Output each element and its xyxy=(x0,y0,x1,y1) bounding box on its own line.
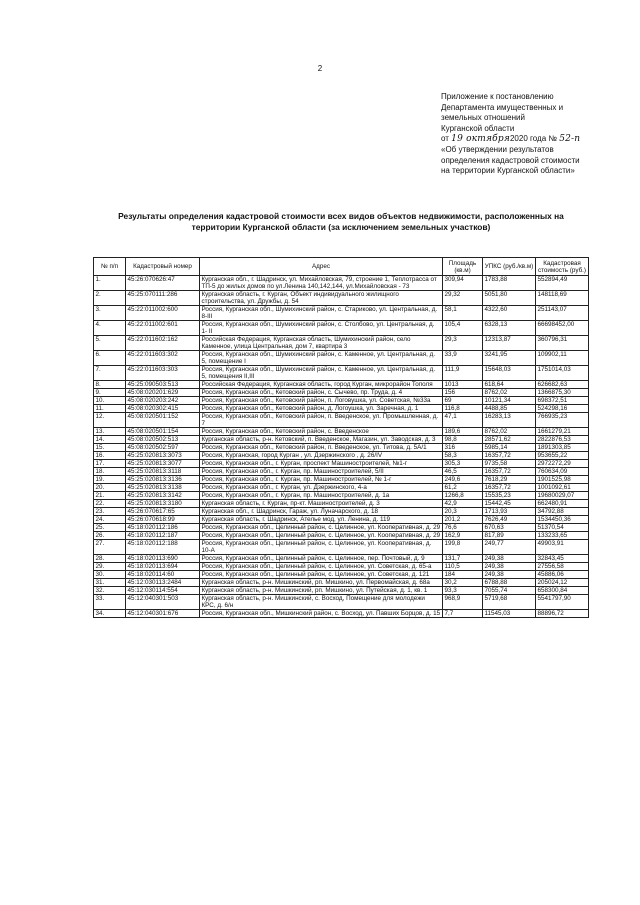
cell-cadastral-value: 133233,65 xyxy=(536,532,589,540)
cell-area: 1266,8 xyxy=(443,492,483,500)
cell-upks: 6788,88 xyxy=(483,579,536,587)
cell-area: 33,9 xyxy=(443,351,483,366)
cell-upks: 16357,72 xyxy=(483,484,536,492)
cell-cadastral-number: 45:22:011002:600 xyxy=(126,306,200,321)
cell-upks: 7618,29 xyxy=(483,476,536,484)
cell-cadastral-value: 662480,91 xyxy=(536,500,589,508)
cell-upks: 1713,93 xyxy=(483,508,536,516)
cell-cadastral-value: 49903,91 xyxy=(536,540,589,555)
cell-row-number: 4. xyxy=(94,321,126,336)
cell-row-number: 3. xyxy=(94,306,126,321)
cell-area: 968,9 xyxy=(443,595,483,610)
table-row xyxy=(94,306,589,321)
cell-cadastral-value: 1661279,21 xyxy=(536,428,589,436)
cell-cadastral-number: 45:08:020502:513 xyxy=(126,436,200,444)
cell-address: Россия, Курганская обл., Кетовский район, д. Логоушка, ул. Заречная, д. 1 xyxy=(200,405,443,413)
cell-upks: 670,63 xyxy=(483,524,536,532)
cell-upks: 10121,34 xyxy=(483,397,536,405)
table-row xyxy=(94,484,589,492)
cell-address: Россия, Курганская обл., Шумихинский район, с. Стариково, ул. Центральная, д. 8-III xyxy=(200,306,443,321)
cell-upks: 11545,03 xyxy=(483,610,536,618)
cell-address: Россия, Курганская обл., г. Курган, пр. Машиностроителей, № 1-г xyxy=(200,476,443,484)
cell-upks: 15535,23 xyxy=(483,492,536,500)
cell-address: Курганская область, р-н. Кетовский, п. Введенское, Магазин, ул. Заводская, д. 3 xyxy=(200,436,443,444)
cell-cadastral-number: 45:25:020813:3180 xyxy=(126,500,200,508)
cell-area: 29,32 xyxy=(443,291,483,306)
cell-cadastral-number: 45:08:020501:152 xyxy=(126,413,200,428)
table-row xyxy=(94,500,589,508)
cell-row-number: 12. xyxy=(94,413,126,428)
cell-upks: 16357,72 xyxy=(483,468,536,476)
cell-upks: 4322,60 xyxy=(483,306,536,321)
cell-address: Российская Федерация, Курганская область, Шумихинский район, село Каменное, улица Центральная, дом 7, квартира 3 xyxy=(200,336,443,351)
table-row xyxy=(94,276,589,291)
cell-address: Россия, Курганская обл., Целинный район, с. Целинное, пер. Почтовый, д. 9 xyxy=(200,555,443,563)
table-row xyxy=(94,436,589,444)
cell-upks: 7055,74 xyxy=(483,587,536,595)
cell-area: 305,3 xyxy=(443,460,483,468)
cell-cadastral-value: 27556,58 xyxy=(536,563,589,571)
cell-row-number: 32. xyxy=(94,587,126,595)
cell-cadastral-value: 626682,63 xyxy=(536,381,589,389)
cell-address: Россия, Курганская обл., Целинный район, с. Целинное, ул. Кооперативная, д. 29 xyxy=(200,524,443,532)
cell-cadastral-value: 251143,07 xyxy=(536,306,589,321)
cell-upks: 16283,13 xyxy=(483,413,536,428)
cell-cadastral-number: 45:08:020501:154 xyxy=(126,428,200,436)
cell-address: Курганская область, г. Курган, Объект индивидуального жилищного строительства, ул. Дружбы, д. 54 xyxy=(200,291,443,306)
table-row xyxy=(94,291,589,306)
cell-area: 47,1 xyxy=(443,413,483,428)
cell-cadastral-number: 45:26:070617:65 xyxy=(126,508,200,516)
cell-address: Россия, Курганская обл., г. Курган, пр. Машиностроителей, 5/II xyxy=(200,468,443,476)
cell-cadastral-value: 698372,51 xyxy=(536,397,589,405)
cell-upks: 6328,13 xyxy=(483,321,536,336)
cell-upks: 8762,02 xyxy=(483,389,536,397)
header-row-number: № п/п xyxy=(94,258,126,276)
handwritten-date: 19 октября xyxy=(451,134,510,145)
cell-row-number: 33. xyxy=(94,595,126,610)
cell-address: Россия, Курганская обл., Мишкинский район, с. Восход, ул. Павших Борцов, д. 15 xyxy=(200,610,443,618)
cell-cadastral-number: 45:08:020302:415 xyxy=(126,405,200,413)
cell-cadastral-value: 953655,22 xyxy=(536,452,589,460)
table-row xyxy=(94,540,589,555)
cell-area: 189,6 xyxy=(443,428,483,436)
cell-address: Россия, Курганская обл., Целинный район, с. Целинное, ул. Советская, д. 65-а xyxy=(200,563,443,571)
cell-row-number: 24. xyxy=(94,516,126,524)
table-row xyxy=(94,351,589,366)
appendix-line: земельных отношений xyxy=(441,113,525,123)
cell-upks: 7626,49 xyxy=(483,516,536,524)
cell-row-number: 16. xyxy=(94,452,126,460)
cell-row-number: 1. xyxy=(94,276,126,291)
table-row xyxy=(94,532,589,540)
cell-row-number: 28. xyxy=(94,555,126,563)
cell-address: Россия, Курганская обл., Кетовский район, с. Введенское xyxy=(200,428,443,436)
cell-upks: 1783,88 xyxy=(483,276,536,291)
cell-cadastral-number: 45:18:020112:186 xyxy=(126,524,200,532)
cell-row-number: 21. xyxy=(94,492,126,500)
table-row xyxy=(94,476,589,484)
cell-address: Курганская область, р-н. Мишкинский, рп. Мишкино, ул. Путейская, д. 1, кв. 1 xyxy=(200,587,443,595)
cell-cadastral-value: 205024,12 xyxy=(536,579,589,587)
cell-cadastral-number: 45:12:040301:503 xyxy=(126,595,200,610)
cell-cadastral-number: 45:08:020203:242 xyxy=(126,397,200,405)
cell-upks: 249,38 xyxy=(483,563,536,571)
cell-row-number: 30. xyxy=(94,571,126,579)
cell-address: Россия, Курганская обл., Целинный район, с. Целинное, ул. Советская, д. 121 xyxy=(200,571,443,579)
table-row xyxy=(94,587,589,595)
cell-cadastral-value: 88896,72 xyxy=(536,610,589,618)
cell-row-number: 25. xyxy=(94,524,126,532)
cell-cadastral-value: 1366875,30 xyxy=(536,389,589,397)
cell-cadastral-number: 45:26:070618:99 xyxy=(126,516,200,524)
table-row xyxy=(94,405,589,413)
cell-address: Россия, Курганская обл., Целинный район, с. Целинное, ул. Кооперативная, д. 10-А xyxy=(200,540,443,555)
appendix-subject-line: «Об утверждении результатов xyxy=(441,144,554,154)
cell-cadastral-number: 45:22:011002:601 xyxy=(126,321,200,336)
cell-area: 201,2 xyxy=(443,516,483,524)
cell-cadastral-value: 524298,16 xyxy=(536,405,589,413)
cell-cadastral-value: 658300,84 xyxy=(536,587,589,595)
cell-area: 7,7 xyxy=(443,610,483,618)
cell-cadastral-number: 45:12:030113:2484 xyxy=(126,579,200,587)
table-row xyxy=(94,413,589,428)
table-row xyxy=(94,397,589,405)
cell-address: Россия, Курганская обл., Кетовский район, с. Сычево, пр. Труда, д. 4 xyxy=(200,389,443,397)
cell-upks: 28571,62 xyxy=(483,436,536,444)
table-row xyxy=(94,595,589,610)
cell-row-number: 27. xyxy=(94,540,126,555)
cell-area: 162,9 xyxy=(443,532,483,540)
cell-row-number: 15. xyxy=(94,444,126,452)
cell-row-number: 5. xyxy=(94,336,126,351)
cell-area: 249,6 xyxy=(443,476,483,484)
cell-cadastral-value: 45886,06 xyxy=(536,571,589,579)
table-row xyxy=(94,444,589,452)
cell-cadastral-value: 66698452,00 xyxy=(536,321,589,336)
cell-cadastral-number: 45:25:020813:3138 xyxy=(126,484,200,492)
cell-address: Курганская область, г. Курган, пр-кт. Машиностроителей, д. 3 xyxy=(200,500,443,508)
cell-row-number: 19. xyxy=(94,476,126,484)
table-row xyxy=(94,460,589,468)
date-prefix: от xyxy=(441,134,449,144)
cell-upks: 9735,58 xyxy=(483,460,536,468)
cell-row-number: 20. xyxy=(94,484,126,492)
table-row xyxy=(94,321,589,336)
cell-upks: 817,89 xyxy=(483,532,536,540)
cell-upks: 5719,68 xyxy=(483,595,536,610)
appendix-subject-line: определения кадастровой стоимости xyxy=(441,155,580,165)
cell-address: Курганская обл., г. Шадринск, ул. Михайловская, 79, строение 1, Теплотрасса от ТП-5 до жилых домов по ул.Ленина 140,142,144, ул.Михайловская - 73 xyxy=(200,276,443,291)
cell-area: 61,2 xyxy=(443,484,483,492)
table-row xyxy=(94,571,589,579)
cell-area: 30,2 xyxy=(443,579,483,587)
cell-row-number: 23. xyxy=(94,508,126,516)
cell-area: 69 xyxy=(443,397,483,405)
cell-cadastral-value: 1751014,03 xyxy=(536,366,589,381)
cell-cadastral-value: 766935,23 xyxy=(536,413,589,428)
table-row xyxy=(94,336,589,351)
cell-row-number: 11. xyxy=(94,405,126,413)
cell-area: 111,9 xyxy=(443,366,483,381)
cell-cadastral-number: 45:18:020113:694 xyxy=(126,563,200,571)
table-row xyxy=(94,366,589,381)
appendix-date-line xyxy=(441,134,621,145)
cell-upks: 16357,72 xyxy=(483,452,536,460)
cell-row-number: 10. xyxy=(94,397,126,405)
cell-area: 29,3 xyxy=(443,336,483,351)
cell-area: 105,4 xyxy=(443,321,483,336)
cell-cadastral-number: 45:08:020201:629 xyxy=(126,389,200,397)
cell-cadastral-number: 45:25:020813:3136 xyxy=(126,476,200,484)
header-cadastral-number: Кадастровый номер xyxy=(126,258,200,276)
cell-cadastral-number: 45:25:020813:3142 xyxy=(126,492,200,500)
cell-upks: 618,64 xyxy=(483,381,536,389)
cell-cadastral-number: 45:22:011602:162 xyxy=(126,336,200,351)
header-address: Адрес xyxy=(200,258,443,276)
cell-cadastral-value: 148118,69 xyxy=(536,291,589,306)
cell-row-number: 29. xyxy=(94,563,126,571)
cell-row-number: 22. xyxy=(94,500,126,508)
table-row xyxy=(94,508,589,516)
table-row xyxy=(94,516,589,524)
cell-cadastral-value: 360796,31 xyxy=(536,336,589,351)
cell-cadastral-value: 1891303,85 xyxy=(536,444,589,452)
cell-address: Россия, Курганская обл., г. Курган, ул. Дзержинского, 4-а xyxy=(200,484,443,492)
cell-cadastral-number: 45:08:020502:597 xyxy=(126,444,200,452)
cell-upks: 249,38 xyxy=(483,555,536,563)
cell-row-number: 26. xyxy=(94,532,126,540)
cell-area: 110,5 xyxy=(443,563,483,571)
table-row xyxy=(94,381,589,389)
cell-area: 98,8 xyxy=(443,436,483,444)
cell-cadastral-value: 2822876,53 xyxy=(536,436,589,444)
table-row xyxy=(94,610,589,618)
cell-row-number: 13. xyxy=(94,428,126,436)
cell-area: 76,6 xyxy=(443,524,483,532)
cell-cadastral-number: 45:25:020813:3118 xyxy=(126,468,200,476)
cell-cadastral-number: 45:22:011603:303 xyxy=(126,366,200,381)
cell-upks: 249,77 xyxy=(483,540,536,555)
table-row xyxy=(94,563,589,571)
cell-address: Россия, Курганская обл., Кетовский район, п. Логовушка, ул. Советская, №33а xyxy=(200,397,443,405)
cell-address: Россия, Курганская обл., Шумихинский район, с. Каменное, ул. Центральная, д. 5, помещения II,III xyxy=(200,366,443,381)
cell-cadastral-number: 45:25:020813:3073 xyxy=(126,452,200,460)
date-middle: 2020 года № xyxy=(509,134,557,144)
cadastral-value-table xyxy=(93,257,589,618)
table-row xyxy=(94,389,589,397)
cell-area: 1013 xyxy=(443,381,483,389)
cell-row-number: 18. xyxy=(94,468,126,476)
cell-upks: 15648,03 xyxy=(483,366,536,381)
appendix-subject-line: на территории Курганской области» xyxy=(441,166,575,176)
cell-row-number: 8. xyxy=(94,381,126,389)
cell-cadastral-number: 45:12:030114:554 xyxy=(126,587,200,595)
table-body xyxy=(94,276,589,618)
cell-area: 58,3 xyxy=(443,452,483,460)
cell-area: 309,94 xyxy=(443,276,483,291)
cell-cadastral-number: 45:18:020112:187 xyxy=(126,532,200,540)
table-row xyxy=(94,452,589,460)
cell-cadastral-number: 45:22:011603:302 xyxy=(126,351,200,366)
header-cadastral-value: Кадастровая стоимость (руб.) xyxy=(536,258,589,276)
cell-area: 156 xyxy=(443,389,483,397)
appendix-block xyxy=(441,92,621,177)
cell-upks: 4488,85 xyxy=(483,405,536,413)
appendix-line: Приложение к постановлению xyxy=(441,92,554,101)
cell-address: Россия, Курганская обл., Кетовский район, п. Введенское, ул. Титова, д. 5А/1 xyxy=(200,444,443,452)
appendix-line: Курганской области xyxy=(441,123,515,133)
cell-cadastral-value: 1534450,36 xyxy=(536,516,589,524)
cell-upks: 15442,45 xyxy=(483,500,536,508)
table-header-row xyxy=(94,258,589,276)
appendix-line: Департамента имущественных и xyxy=(441,102,564,112)
cell-address: Россия, Курганская обл., Шумихинский район, с. Каменное, ул. Центральная, д. 5, помещение I xyxy=(200,351,443,366)
cell-row-number: 14. xyxy=(94,436,126,444)
cell-cadastral-value: 2972272,29 xyxy=(536,460,589,468)
cell-address: Россия, Курганская обл., г. Курган, проспект Машиностроителей, №1-г xyxy=(200,460,443,468)
cell-upks: 249,38 xyxy=(483,571,536,579)
cell-cadastral-number: 45:25:070111:286 xyxy=(126,291,200,306)
cell-area: 131,7 xyxy=(443,555,483,563)
table-row xyxy=(94,524,589,532)
handwritten-number: 52-п xyxy=(559,134,581,145)
cell-area: 316 xyxy=(443,444,483,452)
document-title: Результаты определения кадастровой стоимости всех видов объектов недвижимости, расположенных на территории Курганской области (за исключением земельных участков) xyxy=(118,211,564,232)
cell-cadastral-value: 1001092,61 xyxy=(536,484,589,492)
table-row xyxy=(94,468,589,476)
cell-cadastral-number: 45:18:020113:690 xyxy=(126,555,200,563)
cell-area: 42,9 xyxy=(443,500,483,508)
cell-address: Курганская обл., г. Шадринск, Гараж, ул. Луначарского, д. 18 xyxy=(200,508,443,516)
cell-upks: 5051,80 xyxy=(483,291,536,306)
cell-cadastral-value: 552894,49 xyxy=(536,276,589,291)
table-row xyxy=(94,579,589,587)
cell-cadastral-value: 19680029,07 xyxy=(536,492,589,500)
cell-address: Курганская область, г. Шадринск, Ателье мод, ул. Ленина, д. 119 xyxy=(200,516,443,524)
cell-address: Россия, Курганская обл., г. Курган, пр. Машиностроителей, д. 1а xyxy=(200,492,443,500)
cell-upks: 8762,02 xyxy=(483,428,536,436)
cell-row-number: 2. xyxy=(94,291,126,306)
table-row xyxy=(94,428,589,436)
cell-row-number: 34. xyxy=(94,610,126,618)
cell-address: Курганская область, р-н. Мишкинский, с. Восход, Помещение для молодежи КРС, д. 6/н xyxy=(200,595,443,610)
cell-address: Россия, Курганская, город Курган , ул. Дзержинского , д. 26/IV xyxy=(200,452,443,460)
cell-cadastral-value: 760634,09 xyxy=(536,468,589,476)
cell-cadastral-number: 45:18:020114:60 xyxy=(126,571,200,579)
cell-cadastral-value: 34792,88 xyxy=(536,508,589,516)
cell-address: Россия, Курганская обл., Шумихинский район, с. Столбово, ул. Центральная, д. 1- II xyxy=(200,321,443,336)
cell-upks: 3241,95 xyxy=(483,351,536,366)
cell-cadastral-value: 32843,45 xyxy=(536,555,589,563)
cell-cadastral-number: 45:25:090503:513 xyxy=(126,381,200,389)
cell-cadastral-number: 45:25:020813:3077 xyxy=(126,460,200,468)
cell-cadastral-value: 109902,11 xyxy=(536,351,589,366)
header-upks: УПКС (руб./кв.м) xyxy=(483,258,536,276)
cell-area: 93,3 xyxy=(443,587,483,595)
cell-area: 46,5 xyxy=(443,468,483,476)
cell-cadastral-number: 45:18:020112:188 xyxy=(126,540,200,555)
cell-area: 199,8 xyxy=(443,540,483,555)
cell-cadastral-value: 5541797,90 xyxy=(536,595,589,610)
cell-row-number: 17. xyxy=(94,460,126,468)
cell-cadastral-number: 45:12:040301:676 xyxy=(126,610,200,618)
cell-area: 184 xyxy=(443,571,483,579)
cell-address: Курганская область, р-н. Мишкинский, рп. Мишкино, ул. Первомайская, д. 68а xyxy=(200,579,443,587)
cell-address: Российская Федерация, Курганская область, город Курган, микрорайон Тополя xyxy=(200,381,443,389)
cell-address: Россия, Курганская обл., Целинный район, с. Целинное, ул. Кооперативная, д. 29 xyxy=(200,532,443,540)
cell-area: 116,8 xyxy=(443,405,483,413)
cell-row-number: 6. xyxy=(94,351,126,366)
page-number: 2 xyxy=(317,64,323,73)
header-area: Площадь (кв.м) xyxy=(443,258,483,276)
cell-area: 20,3 xyxy=(443,508,483,516)
table-row xyxy=(94,492,589,500)
cell-row-number: 31. xyxy=(94,579,126,587)
cell-area: 58,1 xyxy=(443,306,483,321)
cell-row-number: 7. xyxy=(94,366,126,381)
cell-cadastral-value: 1901525,98 xyxy=(536,476,589,484)
cell-upks: 5985,14 xyxy=(483,444,536,452)
table-row xyxy=(94,555,589,563)
cell-row-number: 9. xyxy=(94,389,126,397)
cell-upks: 12313,87 xyxy=(483,336,536,351)
cell-address: Россия, Курганская обл., Кетовский район, п. Введенское, ул. Промышленная, д. 7 xyxy=(200,413,443,428)
cell-cadastral-number: 45:26:070626:47 xyxy=(126,276,200,291)
cell-cadastral-value: 51370,54 xyxy=(536,524,589,532)
